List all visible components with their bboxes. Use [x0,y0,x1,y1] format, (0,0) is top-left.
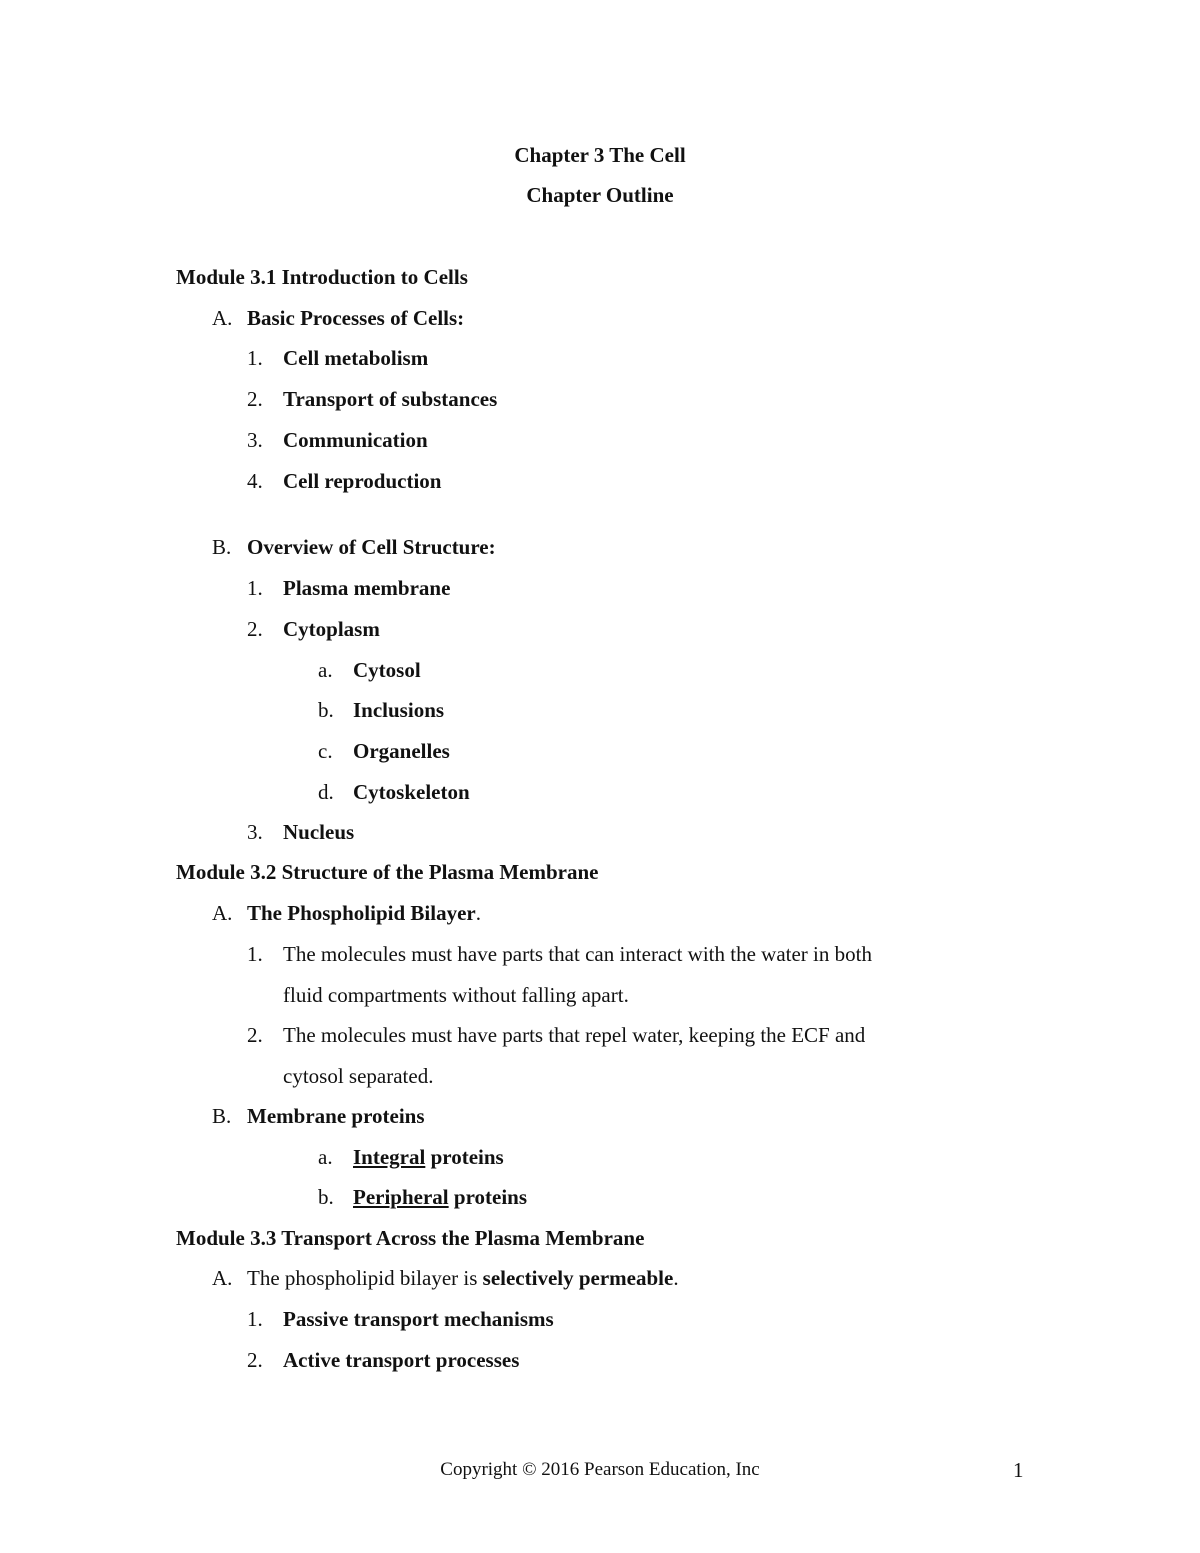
module-heading: Module 3.3 Transport Across the Plasma Membrane [176,1226,645,1250]
list-item-line: The molecules must have parts that can interact with the water in both [283,942,872,966]
underlined-term: Integral [353,1145,426,1169]
section-marker: A. [212,306,233,330]
subitem-marker: a. [318,658,333,682]
section-heading-suffix: . [475,901,481,925]
section-heading: Membrane proteins [247,1104,425,1128]
list-item: Cytoplasm [283,617,380,641]
section-bold-term: selectively permeable [482,1266,674,1290]
subitem-marker: b. [318,698,334,722]
item-marker: 2. [247,387,263,411]
list-item-line: cytosol separated. [283,1064,434,1088]
subitem-marker: a. [318,1145,333,1169]
item-marker: 1. [247,346,263,370]
list-item: Transport of substances [283,387,498,411]
item-marker: 1. [247,576,263,600]
page-number: 1 [1013,1458,1024,1482]
list-subitem: Cytosol [353,658,421,682]
section-prefix: The phospholipid bilayer is [247,1266,483,1290]
list-item: Passive transport mechanisms [283,1307,554,1331]
list-item: Cell reproduction [283,469,442,493]
section-heading: Basic Processes of Cells: [247,306,465,330]
section-marker: B. [212,1104,232,1128]
list-item: Plasma membrane [283,576,451,600]
section-marker: B. [212,535,232,559]
section-marker: A. [212,901,233,925]
module-heading: Module 3.2 Structure of the Plasma Membrane [176,860,599,884]
list-subitem: Organelles [353,739,450,763]
list-subitem: Cytoskeleton [353,780,470,804]
item-marker: 3. [247,428,263,452]
list-subitem [353,1185,527,1210]
list-item: Cell metabolism [283,346,429,370]
module-heading: Module 3.1 Introduction to Cells [176,265,468,289]
section-heading: Overview of Cell Structure: [247,535,496,559]
section-marker: A. [212,1266,233,1290]
item-marker: 2. [247,1348,263,1372]
item-marker: 2. [247,1023,263,1047]
list-subitem: Inclusions [353,698,445,722]
section-heading: The Phospholipid Bilayer [247,901,476,925]
subitem-marker: b. [318,1185,334,1209]
copyright-footer: Copyright © 2016 Pearson Education, Inc [440,1459,760,1480]
list-item: Communication [283,428,428,452]
underlined-term: Peripheral [353,1185,449,1209]
term-rest: proteins [448,1185,528,1209]
list-item: Nucleus [283,820,355,844]
section-suffix: . [673,1266,679,1290]
chapter-title: Chapter 3 The Cell [514,143,686,167]
section-heading-line [247,901,481,926]
item-marker: 2. [247,617,263,641]
list-item: Active transport processes [283,1348,520,1372]
list-subitem [353,1145,504,1170]
chapter-subtitle: Chapter Outline [526,183,674,207]
term-rest: proteins [425,1145,504,1169]
item-marker: 3. [247,820,263,844]
subitem-marker: d. [318,780,334,804]
item-marker: 4. [247,469,263,493]
subitem-marker: c. [318,739,333,763]
list-item-line: The molecules must have parts that repel water, keeping the ECF and [283,1023,866,1047]
section-heading-line [247,1266,679,1291]
item-marker: 1. [247,1307,263,1331]
list-item-line: fluid compartments without falling apart. [283,983,629,1007]
item-marker: 1. [247,942,263,966]
